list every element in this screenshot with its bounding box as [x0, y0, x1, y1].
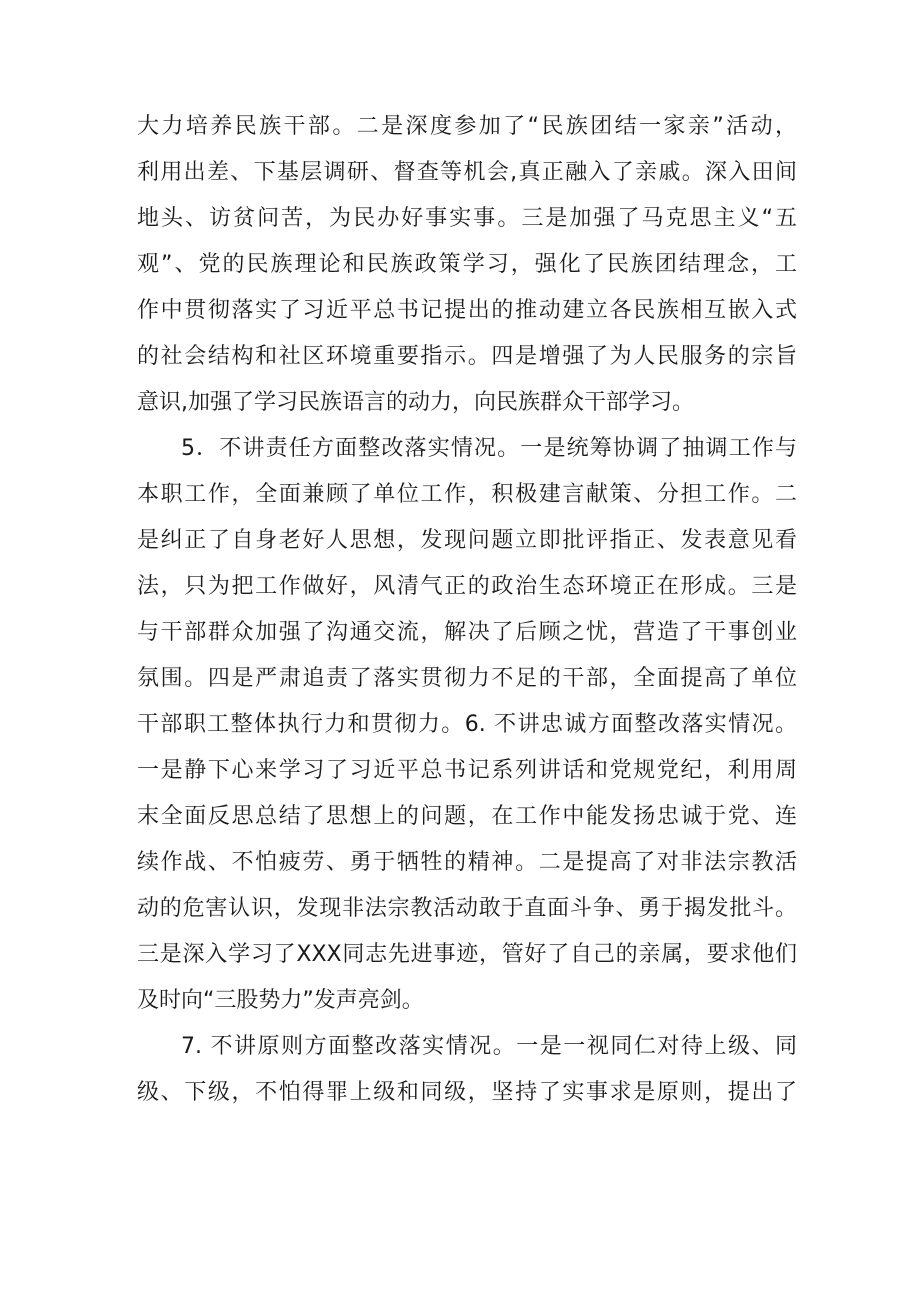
text-line: 动的危害认识，发现非法宗教活动敢于直面斗争、勇于揭发批斗。 — [137, 896, 797, 921]
text-line: 7. 不讲原则方面整改落实情况。一是一视同仁对待上级、同 — [181, 1034, 797, 1059]
text-line: 的社会结构和社区环境重要指示。四是增强了为人民服务的宗旨 — [137, 344, 797, 369]
text-line: 意识,加强了学习民族语言的动力，向民族群众干部学习。 — [137, 390, 694, 415]
text-line: 5．不讲责任方面整改落实情况。一是统筹协调了抽调工作与 — [181, 436, 797, 461]
text-line: 及时向“三股势力”发声亮剑。 — [137, 988, 424, 1013]
paragraph-responsibility-loyalty — [137, 426, 797, 1024]
text-line: 与干部群众加强了沟通交流，解决了后顾之忧，营造了干事创业 — [137, 620, 797, 645]
text-line: 作中贯彻落实了习近平总书记提出的推动建立各民族相互嵌入式 — [137, 298, 797, 323]
text-line: 末全面反思总结了思想上的问题，在工作中能发扬忠诚于党、连 — [137, 804, 797, 829]
text-line: 大力培养民族干部。二是深度参加了“民族团结一家亲”活动， — [137, 114, 797, 139]
paragraph-ethnic-work — [137, 104, 797, 426]
text-line: 法，只为把工作做好，风清气正的政治生态环境正在形成。三是 — [137, 574, 797, 599]
text-line: 利用出差、下基层调研、督查等机会,真正融入了亲戚。深入田间 — [137, 160, 797, 185]
text-line: 级、下级，不怕得罪上级和同级，坚持了实事求是原则，提出了 — [137, 1080, 797, 1105]
document-body — [137, 104, 797, 1116]
text-line: 地头、访贫问苦，为民办好事实事。三是加强了马克思主义“五 — [137, 206, 797, 231]
text-line: 一是静下心来学习了习近平总书记系列讲话和党规党纪，利用周 — [137, 758, 797, 783]
text-line: 干部职工整体执行力和贯彻力。6. 不讲忠诚方面整改落实情况。 — [137, 712, 797, 737]
text-line: 氛围。四是严肃追责了落实贯彻力不足的干部，全面提高了单位 — [137, 666, 797, 691]
text-line: 观”、党的民族理论和民族政策学习，强化了民族团结理念，工 — [137, 252, 797, 277]
text-line: 是纠正了自身老好人思想，发现问题立即批评指正、发表意见看 — [137, 528, 797, 553]
paragraph-principle — [137, 1024, 797, 1116]
text-line: 本职工作，全面兼顾了单位工作，积极建言献策、分担工作。二 — [137, 482, 797, 507]
text-line: 续作战、不怕疲劳、勇于牺牲的精神。二是提高了对非法宗教活 — [137, 850, 797, 875]
text-line: 三是深入学习了XXX同志先进事迹，管好了自己的亲属，要求他们 — [137, 942, 797, 967]
